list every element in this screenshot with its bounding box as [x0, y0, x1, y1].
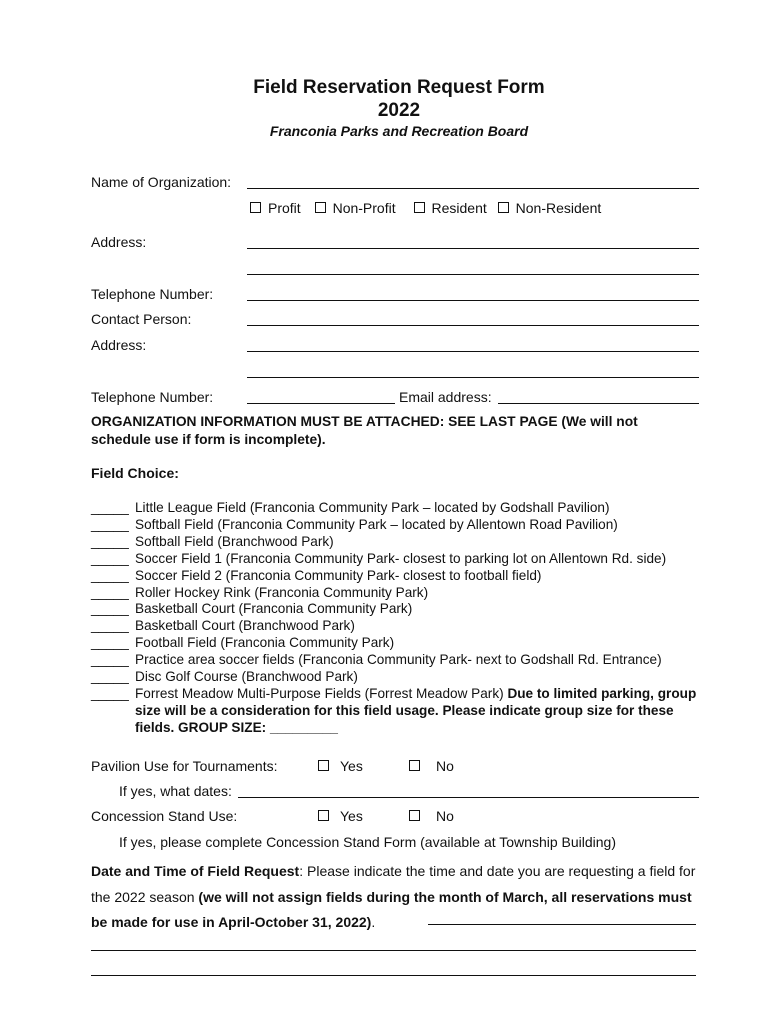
pavilion-yes-label: Yes [340, 758, 363, 774]
field-blank[interactable] [91, 652, 135, 669]
nonresident-checkbox[interactable] [498, 202, 509, 213]
org-info-notice: ORGANIZATION INFORMATION MUST BE ATTACHED: SEE LAST PAGE (We will not schedule use if form is incomplete). [91, 414, 638, 447]
field-blank[interactable] [91, 585, 135, 602]
field-blank[interactable] [91, 635, 135, 652]
contact-address-field-1[interactable] [247, 351, 699, 352]
field-blank[interactable] [91, 500, 135, 517]
concession-yes-checkbox[interactable] [318, 810, 329, 821]
contact-person-label: Contact Person: [91, 311, 192, 327]
field-item[interactable] [91, 635, 711, 652]
concession-note: If yes, please complete Concession Stand Form (available at Township Building) [119, 834, 616, 850]
concession-no-label: No [436, 808, 454, 824]
pavilion-no-checkbox[interactable] [409, 760, 420, 771]
form-subtitle: Franconia Parks and Recreation Board [269, 123, 529, 139]
concession-no-checkbox[interactable] [409, 810, 420, 821]
profit-label: Profit [268, 200, 301, 216]
date-request-field-1[interactable] [428, 924, 696, 925]
org-type-options [250, 200, 601, 216]
field-blank[interactable] [91, 686, 135, 737]
org-address-label: Address: [91, 234, 147, 250]
concession-label: Concession Stand Use: [91, 808, 238, 824]
pavilion-yes-checkbox[interactable] [318, 760, 329, 771]
concession-yes-option[interactable] [318, 808, 363, 824]
field-item[interactable] [91, 551, 711, 568]
org-name-field[interactable] [247, 188, 699, 189]
pavilion-dates-label: If yes, what dates: [119, 783, 232, 799]
group-size-note: Due to limited parking, group size will be a consideration for this field usage. Please indicate group size for these fields. GROUP SIZE: _________ [135, 685, 697, 735]
pavilion-dates-field[interactable] [238, 797, 699, 798]
date-request-note: (we will not assign fields during the month of March, all reservations must be made for use in April-October 31, 2022) [91, 888, 692, 930]
concession-yes-label: Yes [340, 808, 363, 824]
nonprofit-label: Non-Profit [332, 200, 396, 216]
pavilion-yes-option[interactable] [318, 758, 363, 774]
field-item-forrest-meadow[interactable] [91, 686, 711, 737]
pavilion-no-label: No [436, 758, 454, 774]
resident-label: Resident [431, 200, 487, 216]
org-name-label: Name of Organization: [91, 174, 232, 190]
contact-person-field[interactable] [247, 325, 699, 326]
field-blank[interactable] [91, 618, 135, 635]
field-item-label: Softball Field (Franconia Community Park – located by Allentown Road Pavilion) [135, 516, 618, 532]
field-item-label: Soccer Field 1 (Franconia Community Park- closest to parking lot on Allentown Rd. side) [135, 550, 667, 566]
nonresident-option[interactable] [498, 200, 602, 216]
field-item-label: Basketball Court (Franconia Community Park) [135, 601, 413, 617]
email-label: Email address: [399, 389, 492, 405]
form-title: Field Reservation Request Form [253, 77, 545, 98]
field-item[interactable] [91, 500, 711, 517]
field-item-label: Softball Field (Branchwood Park) [135, 533, 334, 549]
concession-no-option[interactable] [409, 808, 454, 824]
field-item[interactable] [91, 652, 711, 669]
field-item[interactable] [91, 517, 711, 534]
nonprofit-checkbox[interactable] [315, 202, 326, 213]
field-item-label: Basketball Court (Branchwood Park) [135, 618, 355, 634]
field-choice-heading: Field Choice: [91, 465, 179, 481]
field-item[interactable] [91, 669, 711, 686]
date-request-heading: Date and Time of Field Request [91, 863, 300, 879]
org-address-field-1[interactable] [247, 248, 699, 249]
contact-address-label: Address: [91, 337, 147, 353]
field-item[interactable] [91, 585, 711, 602]
nonprofit-option[interactable] [315, 200, 396, 216]
field-blank[interactable] [91, 534, 135, 551]
field-item-label: Disc Golf Course (Branchwood Park) [135, 669, 358, 685]
field-choice-list [91, 500, 711, 737]
field-blank[interactable] [91, 551, 135, 568]
field-item-label: Soccer Field 2 (Franconia Community Park- closest to football field) [135, 567, 542, 583]
field-blank[interactable] [91, 601, 135, 618]
field-item-label: Football Field (Franconia Community Park) [135, 635, 395, 651]
resident-option[interactable] [414, 200, 487, 216]
org-telephone-field[interactable] [247, 300, 699, 301]
pavilion-no-option[interactable] [409, 758, 454, 774]
date-request-field-2[interactable] [91, 950, 696, 951]
profit-option[interactable] [250, 200, 301, 216]
field-item[interactable] [91, 568, 711, 585]
org-telephone-label: Telephone Number: [91, 286, 214, 302]
field-item-label: Practice area soccer fields (Franconia Community Park- next to Godshall Rd. Entrance) [135, 652, 662, 668]
profit-checkbox[interactable] [250, 202, 261, 213]
field-item-label: Forrest Meadow Multi-Purpose Fields (Forrest Meadow Park) [135, 685, 504, 701]
date-request-text: : Please indicate the time and date you are requesting a field for the 2022 season [91, 863, 696, 905]
date-request-field-3[interactable] [91, 975, 696, 976]
field-blank[interactable] [91, 517, 135, 534]
contact-address-field-2[interactable] [247, 377, 699, 378]
contact-telephone-label: Telephone Number: [91, 389, 214, 405]
field-item[interactable] [91, 601, 711, 618]
field-blank[interactable] [91, 568, 135, 585]
contact-telephone-field[interactable] [247, 403, 395, 404]
email-field[interactable] [498, 403, 699, 404]
pavilion-label: Pavilion Use for Tournaments: [91, 758, 278, 774]
org-address-field-2[interactable] [247, 274, 699, 275]
field-item-label: Roller Hockey Rink (Franconia Community Park) [135, 584, 429, 600]
nonresident-label: Non-Resident [515, 200, 602, 216]
resident-checkbox[interactable] [414, 202, 425, 213]
form-year: 2022 [377, 100, 421, 121]
field-item[interactable] [91, 534, 711, 551]
field-item[interactable] [91, 618, 711, 635]
date-request-end: . [371, 914, 376, 930]
field-blank[interactable] [91, 669, 135, 686]
field-item-label: Little League Field (Franconia Community Park – located by Godshall Pavilion) [135, 500, 610, 515]
